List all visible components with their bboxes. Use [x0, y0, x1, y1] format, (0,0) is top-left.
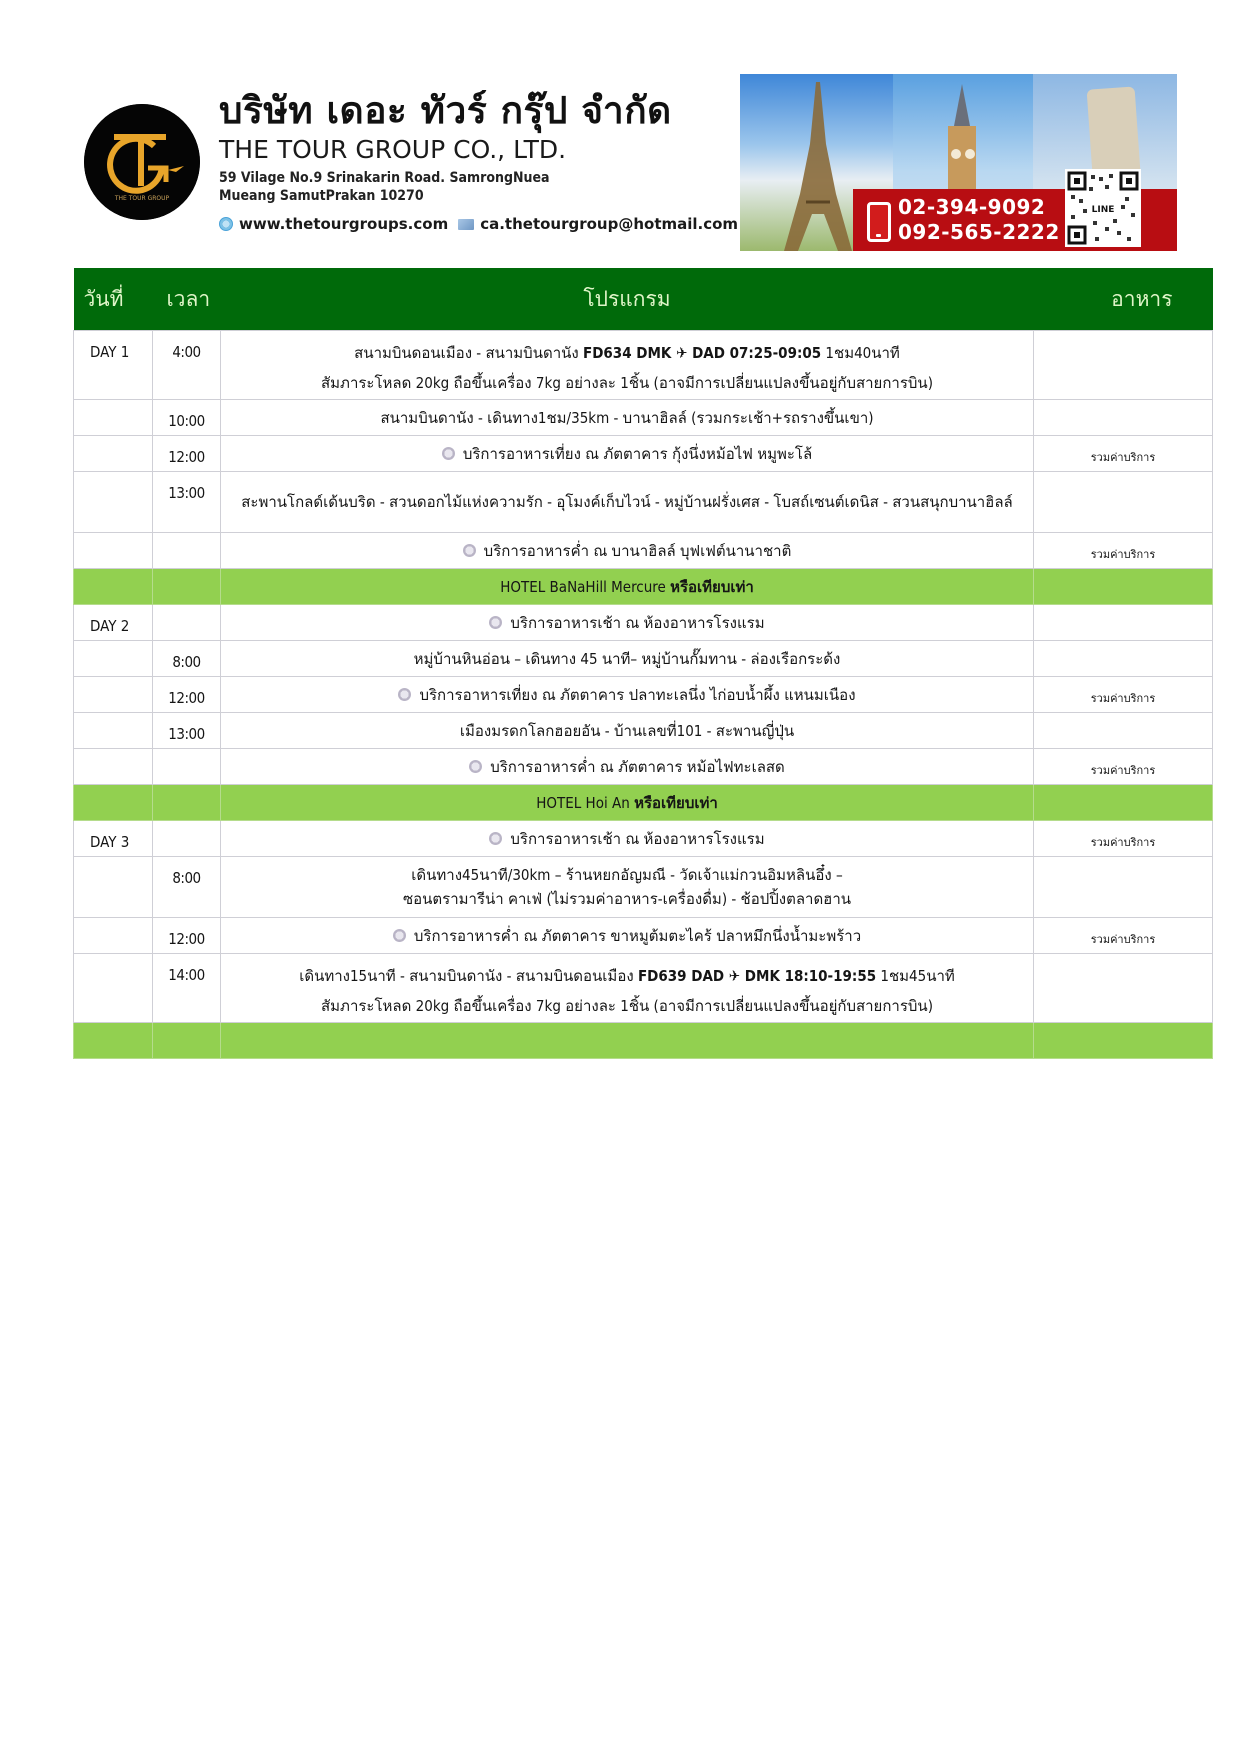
contact-line — [219, 215, 739, 233]
time-cell: 4:00 — [153, 331, 221, 400]
hotel-cell — [221, 785, 1034, 821]
meal-cell — [1034, 400, 1213, 436]
hotel-equivalent: หรือเทียบเท่า — [670, 577, 754, 596]
day-cell — [74, 918, 153, 954]
meal-icon — [463, 544, 476, 557]
meal-icon — [469, 760, 482, 773]
program-text: บริการอาหารเที่ยง ณ ภัตตาคาร ปลาทะเลนึ่ง ไก่อบน้ำผึ้ง แหนมเนือง — [419, 685, 856, 704]
program-cell — [221, 677, 1034, 713]
column-header-time: เวลา — [153, 268, 221, 331]
company-info — [219, 88, 739, 233]
flight-number: FD634 DMK ✈ DAD 07:25-09:05 — [582, 343, 822, 362]
time-cell: 12:00 — [153, 918, 221, 954]
time-cell: 12:00 — [153, 677, 221, 713]
address-line-2: Mueang SamutPrakan 10270 — [219, 188, 424, 204]
mobile-phone-icon — [867, 202, 891, 242]
table-row — [74, 918, 1213, 954]
program-cell — [221, 605, 1034, 641]
flight-number: FD639 DAD ✈ DMK 18:10-19:55 — [637, 966, 877, 985]
meal-cell — [1034, 713, 1213, 749]
day-cell — [74, 472, 153, 533]
table-row — [74, 821, 1213, 857]
day-cell — [74, 436, 153, 472]
table-row — [74, 749, 1213, 785]
time-cell — [153, 533, 221, 569]
meal-icon — [393, 929, 406, 942]
day-cell — [74, 749, 153, 785]
program-cell — [221, 954, 1034, 1023]
table-row — [74, 857, 1213, 918]
day-cell: DAY 3 — [74, 821, 153, 857]
table-row — [74, 472, 1213, 533]
hotel-cell — [221, 569, 1034, 605]
day-cell — [74, 533, 153, 569]
table-row — [74, 954, 1213, 1023]
column-header-day: วันที่ — [74, 268, 153, 331]
meal-cell: รวมค่าบริการ — [1034, 533, 1213, 569]
contact-banner — [740, 74, 1177, 251]
program-cell — [221, 918, 1034, 954]
program-cell: เมืองมรดกโลกฮอยอัน - บ้านเลขที่101 - สะพานญี่ปุ่น — [221, 713, 1034, 749]
column-header-meals: อาหาร — [1034, 268, 1213, 331]
time-cell — [153, 605, 221, 641]
hotel-name: HOTEL BaNaHill Mercure — [500, 577, 671, 596]
table-row — [74, 677, 1213, 713]
baggage-note: สัมภาระโหลด 20kg ถือขึ้นเครื่อง 7kg อย่างละ 1ชิ้น (อาจมีการเปลี่ยนแปลงขึ้นอยู่กับสายการบิน) — [321, 996, 933, 1015]
day-cell: DAY 1 — [74, 331, 153, 400]
table-row — [74, 331, 1213, 400]
mail-icon — [458, 219, 474, 230]
hotel-row — [74, 785, 1213, 821]
flight-line — [227, 336, 1027, 371]
program-text: บริการอาหารเที่ยง ณ ภัตตาคาร กุ้งนึ่งหม้อไฟ หมูพะโล้ — [462, 444, 813, 463]
time-cell: 13:00 — [153, 472, 221, 533]
time-cell — [153, 749, 221, 785]
meal-cell — [1034, 472, 1213, 533]
day-cell — [74, 713, 153, 749]
time-cell: 8:00 — [153, 641, 221, 677]
phone-number-2[interactable]: 092-565-2222 — [898, 220, 1060, 244]
meal-icon — [489, 832, 502, 845]
website-link[interactable]: www.thetourgroups.com — [239, 215, 449, 233]
program-cell: สนามบินดานัง - เดินทาง1ชม/35km - บานาฮิลล์ (รวมกระเช้า+รถรางขึ้นเขา) — [221, 400, 1034, 436]
meal-cell: รวมค่าบริการ — [1034, 677, 1213, 713]
table-row — [74, 605, 1213, 641]
column-header-program: โปรแกรม — [221, 268, 1034, 331]
qr-line-label: LINE — [1091, 205, 1115, 215]
table-row — [74, 400, 1213, 436]
program-cell — [221, 533, 1034, 569]
address-line-1: 59 Vilage No.9 Srinakarin Road. SamrongNuea — [219, 170, 550, 186]
program-cell: สะพานโกลด์เด้นบริด - สวนดอกไม้แห่งความรัก - อุโมงค์เก็บไวน์ - หมู่บ้านฝรั่งเศส - โบสถ์เซนต์เดนิส - สวนสนุกบานาฮิลล์ — [221, 472, 1034, 533]
day-cell: DAY 2 — [74, 605, 153, 641]
phone-number-1[interactable]: 02-394-9092 — [898, 195, 1046, 219]
flight-route: เดินทาง15นาที - สนามบินดานัง - สนามบินดอนเมือง — [299, 966, 638, 985]
program-cell — [221, 749, 1034, 785]
table-row — [74, 641, 1213, 677]
program-text: บริการอาหารค่ำ ณ บานาฮิลล์ บุฟเฟต์นานาชาติ — [483, 541, 792, 560]
baggage-note: สัมภาระโหลด 20kg ถือขึ้นเครื่อง 7kg อย่างละ 1ชิ้น (อาจมีการเปลี่ยนแปลงขึ้นอยู่กับสายการบิน) — [321, 373, 933, 392]
time-cell: 12:00 — [153, 436, 221, 472]
table-row — [74, 713, 1213, 749]
itinerary-table — [73, 268, 1213, 1059]
program-line-1: เดินทาง45นาที/30km – ร้านหยกอัญมณี - วัดเจ้าแม่กวนอิมหลินอึ๋ง – — [411, 866, 843, 884]
company-logo — [84, 104, 200, 220]
closing-row — [74, 1023, 1213, 1059]
table-row — [74, 533, 1213, 569]
program-line-2: ซอนตรามารีน่า คาเฟ่ (ไม่รวมค่าอาหาร-เครื่องดื่ม) - ช้อปปิ้งตลาดฮาน — [402, 890, 852, 908]
globe-icon — [219, 217, 233, 231]
flight-route: สนามบินดอนเมือง - สนามบินดานัง — [354, 343, 583, 362]
table-header-row — [74, 268, 1213, 331]
meal-cell — [1034, 331, 1213, 400]
program-cell: หมู่บ้านหินอ่อน – เดินทาง 45 นาที– หมู่บ้านกั๊มทาน - ล่องเรือกระด้ง — [221, 641, 1034, 677]
hotel-row — [74, 569, 1213, 605]
meal-cell — [1034, 857, 1213, 918]
flight-duration: 1ชม45นาที — [876, 966, 955, 985]
time-cell: 10:00 — [153, 400, 221, 436]
program-cell — [221, 857, 1034, 918]
day-cell — [74, 954, 153, 1023]
meal-cell — [1034, 954, 1213, 1023]
meal-cell: รวมค่าบริการ — [1034, 918, 1213, 954]
program-text: บริการอาหารเช้า ณ ห้องอาหารโรงแรม — [510, 829, 765, 848]
time-cell: 14:00 — [153, 954, 221, 1023]
program-cell — [221, 436, 1034, 472]
phone-numbers — [898, 195, 1060, 245]
hotel-name: HOTEL Hoi An — [536, 793, 635, 812]
day-cell — [74, 677, 153, 713]
meal-icon — [442, 447, 455, 460]
company-name-thai: บริษัท เดอะ ทัวร์ กรุ๊ป จำกัด — [219, 89, 672, 132]
company-name-english: THE TOUR GROUP CO., LTD. — [219, 135, 567, 164]
program-text: บริการอาหารค่ำ ณ ภัตตาคาร ขาหมูต้มตะไคร้ ปลาหมึกนึ่งน้ำมะพร้าว — [413, 926, 862, 945]
meal-cell: รวมค่าบริการ — [1034, 821, 1213, 857]
meal-cell: รวมค่าบริการ — [1034, 436, 1213, 472]
table-row — [74, 436, 1213, 472]
flight-duration: 1ชม40นาที — [821, 343, 900, 362]
meal-icon — [489, 616, 502, 629]
time-cell: 13:00 — [153, 713, 221, 749]
day-cell — [74, 400, 153, 436]
program-cell — [221, 331, 1034, 400]
email-link[interactable]: ca.thetourgroup@hotmail.com — [480, 215, 739, 233]
hotel-equivalent: หรือเทียบเท่า — [634, 793, 718, 812]
time-cell: 8:00 — [153, 857, 221, 918]
flight-line — [227, 959, 1027, 994]
meal-cell — [1034, 605, 1213, 641]
line-qr-code[interactable] — [1065, 169, 1141, 247]
time-cell — [153, 821, 221, 857]
program-text: บริการอาหารค่ำ ณ ภัตตาคาร หม้อไฟทะเลสด — [490, 757, 785, 776]
meal-cell — [1034, 641, 1213, 677]
logo-text: THE TOUR GROUP — [114, 195, 170, 202]
day-cell — [74, 857, 153, 918]
program-cell — [221, 821, 1034, 857]
meal-icon — [398, 688, 411, 701]
day-cell — [74, 641, 153, 677]
program-text: บริการอาหารเช้า ณ ห้องอาหารโรงแรม — [510, 613, 765, 632]
meal-cell: รวมค่าบริการ — [1034, 749, 1213, 785]
